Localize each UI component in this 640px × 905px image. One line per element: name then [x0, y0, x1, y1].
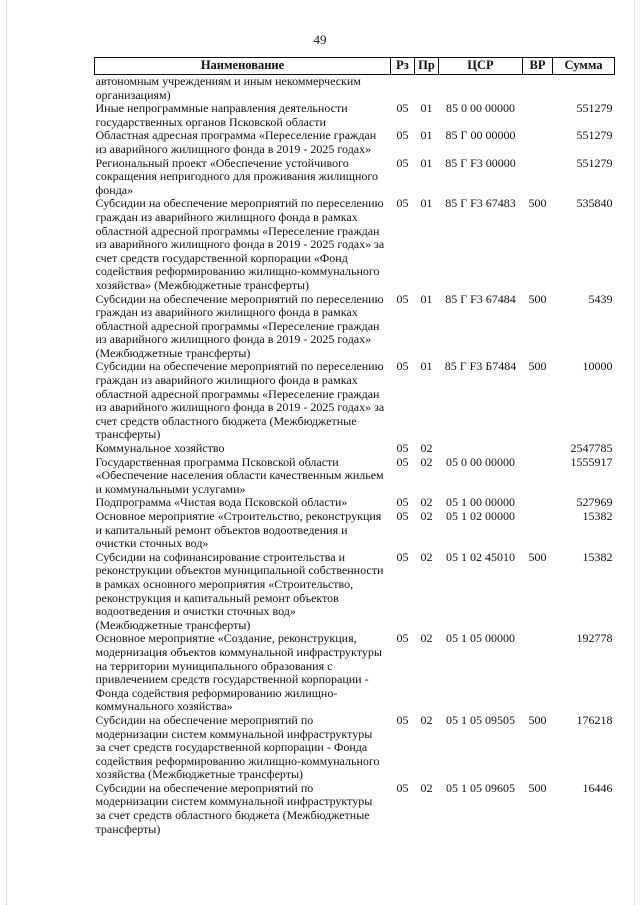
- cell-name: автономным учреждениям и иным некоммерческим организациям): [95, 74, 361, 102]
- cell-pr: 01: [420, 291, 433, 306]
- cell-sum: 535840: [576, 196, 613, 211]
- cell-vr: 500: [528, 291, 547, 306]
- cell-sum: 2547785: [570, 441, 613, 456]
- cell-rz: 05: [396, 549, 409, 564]
- cell-sum: 15382: [582, 549, 613, 564]
- cell-vr: 500: [528, 780, 547, 795]
- table-row: [95, 102, 615, 129]
- cell-rz: 05: [396, 509, 409, 523]
- table-row: [95, 551, 615, 633]
- cell-rz: 05: [396, 441, 409, 456]
- cell-sum: 16446: [582, 780, 613, 795]
- cell-rz: 05: [396, 495, 409, 510]
- scan-edge-right: [634, 0, 636, 905]
- cell-csr: 85 Г F3 00000: [445, 155, 516, 170]
- table-row: [95, 129, 615, 156]
- table-row: [95, 360, 615, 442]
- cell-name: Субсидии на обеспечение мероприятий по модернизации систем коммунальной инфраструктуры за счет средств государственной корпорации - Фонда содействия реформированию жилищно-коммунального хозяйства (Межбюджетные трансферты): [95, 712, 380, 782]
- cell-csr: 05 0 00 00000: [446, 454, 515, 469]
- cell-name: Субсидии на обеспечение мероприятий по переселению граждан из аварийного жилищного фонда в рамках областной адресной программы «Переселение граждан из аварийного жилищного фонда в 2019 - 2025 годах» (Межбюджетные трансферты): [95, 291, 384, 360]
- cell-pr: 01: [420, 128, 433, 143]
- cell-sum: 551279: [576, 155, 613, 170]
- cell-pr: 02: [420, 509, 433, 523]
- cell-rz: 05: [396, 196, 409, 211]
- cell-rz: 05: [396, 359, 409, 374]
- cell-csr: 85 0 00 00000: [446, 101, 515, 116]
- cell-pr: 01: [420, 359, 433, 374]
- cell-csr: [439, 75, 523, 103]
- cell-rz: 05: [396, 631, 409, 646]
- cell-sum: 192778: [576, 631, 613, 646]
- cell-vr: [523, 157, 553, 198]
- cell-sum: [553, 75, 615, 103]
- cell-csr: 85 Г F3 67483: [445, 196, 516, 211]
- cell-pr: 01: [420, 196, 433, 211]
- header-pr: Пр: [415, 58, 439, 75]
- header-name: Наименование: [95, 58, 391, 75]
- cell-name: Государственная программа Псковской области «Обеспечение населения области качественным жильем и коммунальными услугами»: [95, 454, 384, 496]
- cell-name: Региональный проект «Обеспечение устойчивого сокращения непригодного для проживания жилищного фонда»: [95, 155, 378, 197]
- cell-rz: 05: [396, 454, 409, 469]
- header-row: [95, 58, 615, 75]
- cell-vr: 500: [528, 549, 547, 564]
- cell-csr: 85 Г 00 00000: [445, 128, 516, 143]
- cell-rz: 05: [396, 291, 409, 306]
- cell-name: Основное мероприятие «Строительство, реконструкция и капитальный ремонт объектов водоотведения и очистки сточных вод»: [95, 509, 382, 551]
- cell-name: Субсидии на обеспечение мероприятий по модернизации систем коммунальной инфраструктуры за счет средств областного бюджета (Межбюджетные трансферты): [95, 780, 373, 836]
- table-row: [95, 510, 615, 551]
- budget-table-container: [94, 57, 614, 836]
- cell-rz: 05: [396, 155, 409, 170]
- cell-sum: 176218: [576, 712, 613, 727]
- cell-name: Основное мероприятие «Создание, реконструкция, модернизация объектов коммунальной инфраструктуры на территории муниципального образования с привлечением средств государственной корпорации - Фонда содействия реформированию жилищно-коммунального хозяйства»: [95, 631, 382, 714]
- cell-name: Областная адресная программа «Переселение граждан из аварийного жилищного фонда в 2019 - 2025 годах»: [95, 128, 377, 156]
- cell-rz: 05: [396, 780, 409, 795]
- cell-sum: 10000: [582, 359, 613, 374]
- cell-vr: [523, 129, 553, 156]
- cell-csr: 85 Г F3 Б7484: [444, 359, 517, 374]
- cell-rz: 05: [396, 128, 409, 143]
- cell-csr: 85 Г F3 67484: [445, 291, 516, 306]
- budget-table: [94, 57, 615, 836]
- cell-pr: 02: [420, 631, 433, 646]
- cell-pr: 02: [420, 495, 433, 510]
- cell-vr: 500: [528, 712, 547, 727]
- cell-name: Субсидии на софинансирование строительства и реконструкции объектов муниципальной собственности в рамках основного мероприятия «Строительство, реконструкция и капитальный ремонт объектов водоотведения и очистки сточных вод» (Межбюджетные трансферты): [95, 549, 384, 632]
- cell-csr: 05 1 02 45010: [446, 549, 515, 564]
- table-row: [95, 714, 615, 782]
- cell-sum: 5439: [588, 291, 613, 306]
- cell-pr: 02: [420, 454, 433, 469]
- cell-pr: 01: [420, 101, 433, 116]
- cell-csr: 05 1 00 00000: [446, 495, 515, 510]
- cell-csr: 05 1 05 00000: [446, 631, 515, 646]
- cell-pr: [415, 75, 439, 103]
- cell-vr: [523, 75, 553, 103]
- table-row: [95, 293, 615, 361]
- cell-sum: 15382: [582, 509, 613, 523]
- cell-vr: [523, 632, 553, 714]
- table-row: [95, 75, 615, 103]
- cell-vr: [523, 442, 553, 456]
- cell-name: Коммунальное хозяйство: [95, 441, 225, 456]
- cell-rz: [391, 75, 415, 103]
- cell-csr: 05 1 02 00000: [446, 509, 515, 523]
- cell-name: Субсидии на обеспечение мероприятий по переселению граждан из аварийного жилищного фонда в рамках областной адресной программы «Переселение граждан из аварийного жилищного фонда в 2019 - 2025 годах» за счет средств государственной корпорации «Фонд содействия реформированию жилищно-коммунального хозяйства» (Межбюджетные трансферты): [95, 196, 385, 292]
- header-csr: ЦСР: [439, 58, 523, 75]
- scan-edge-left: [6, 0, 8, 905]
- cell-vr: [523, 102, 553, 129]
- cell-sum: 527969: [576, 495, 613, 510]
- cell-csr: 05 1 05 09505: [446, 712, 515, 727]
- cell-vr: [523, 496, 553, 510]
- cell-name: Иные непрограммные направления деятельности государственных органов Псковской области: [95, 101, 348, 129]
- table-row: [95, 442, 615, 456]
- table-row: [95, 157, 615, 198]
- cell-pr: 02: [420, 780, 433, 795]
- table-row: [95, 456, 615, 497]
- cell-rz: 05: [396, 712, 409, 727]
- table-row: [95, 197, 615, 292]
- cell-sum: 1555917: [570, 454, 613, 469]
- cell-vr: 500: [528, 196, 547, 211]
- cell-pr: 02: [420, 441, 433, 456]
- cell-csr: 05 1 05 09605: [446, 780, 515, 795]
- header-sum: Сумма: [553, 58, 615, 75]
- table-body: [95, 75, 615, 837]
- table-row: [95, 632, 615, 714]
- cell-vr: 500: [528, 359, 547, 374]
- cell-pr: 02: [420, 712, 433, 727]
- cell-rz: 05: [396, 101, 409, 116]
- table-header: [95, 58, 615, 75]
- table-row: [95, 782, 615, 836]
- page-number: 49: [313, 32, 327, 47]
- cell-vr: [523, 456, 553, 497]
- cell-sum: 551279: [576, 128, 613, 143]
- header-rz: Рз: [391, 58, 415, 75]
- cell-pr: 01: [420, 155, 433, 170]
- cell-name: Подпрограмма «Чистая вода Псковской области»: [95, 495, 348, 510]
- header-vr: ВР: [523, 58, 553, 75]
- table-row: [95, 496, 615, 510]
- cell-csr: [439, 442, 523, 456]
- cell-name: Субсидии на обеспечение мероприятий по переселению граждан из аварийного жилищного фонда в рамках областной адресной программы «Переселение граждан из аварийного жилищного фонда в 2019 - 2025 годах» за счет средств областного бюджета (Межбюджетные трансферты): [95, 359, 385, 442]
- cell-vr: [523, 510, 553, 551]
- cell-pr: 02: [420, 549, 433, 564]
- cell-sum: 551279: [576, 101, 613, 116]
